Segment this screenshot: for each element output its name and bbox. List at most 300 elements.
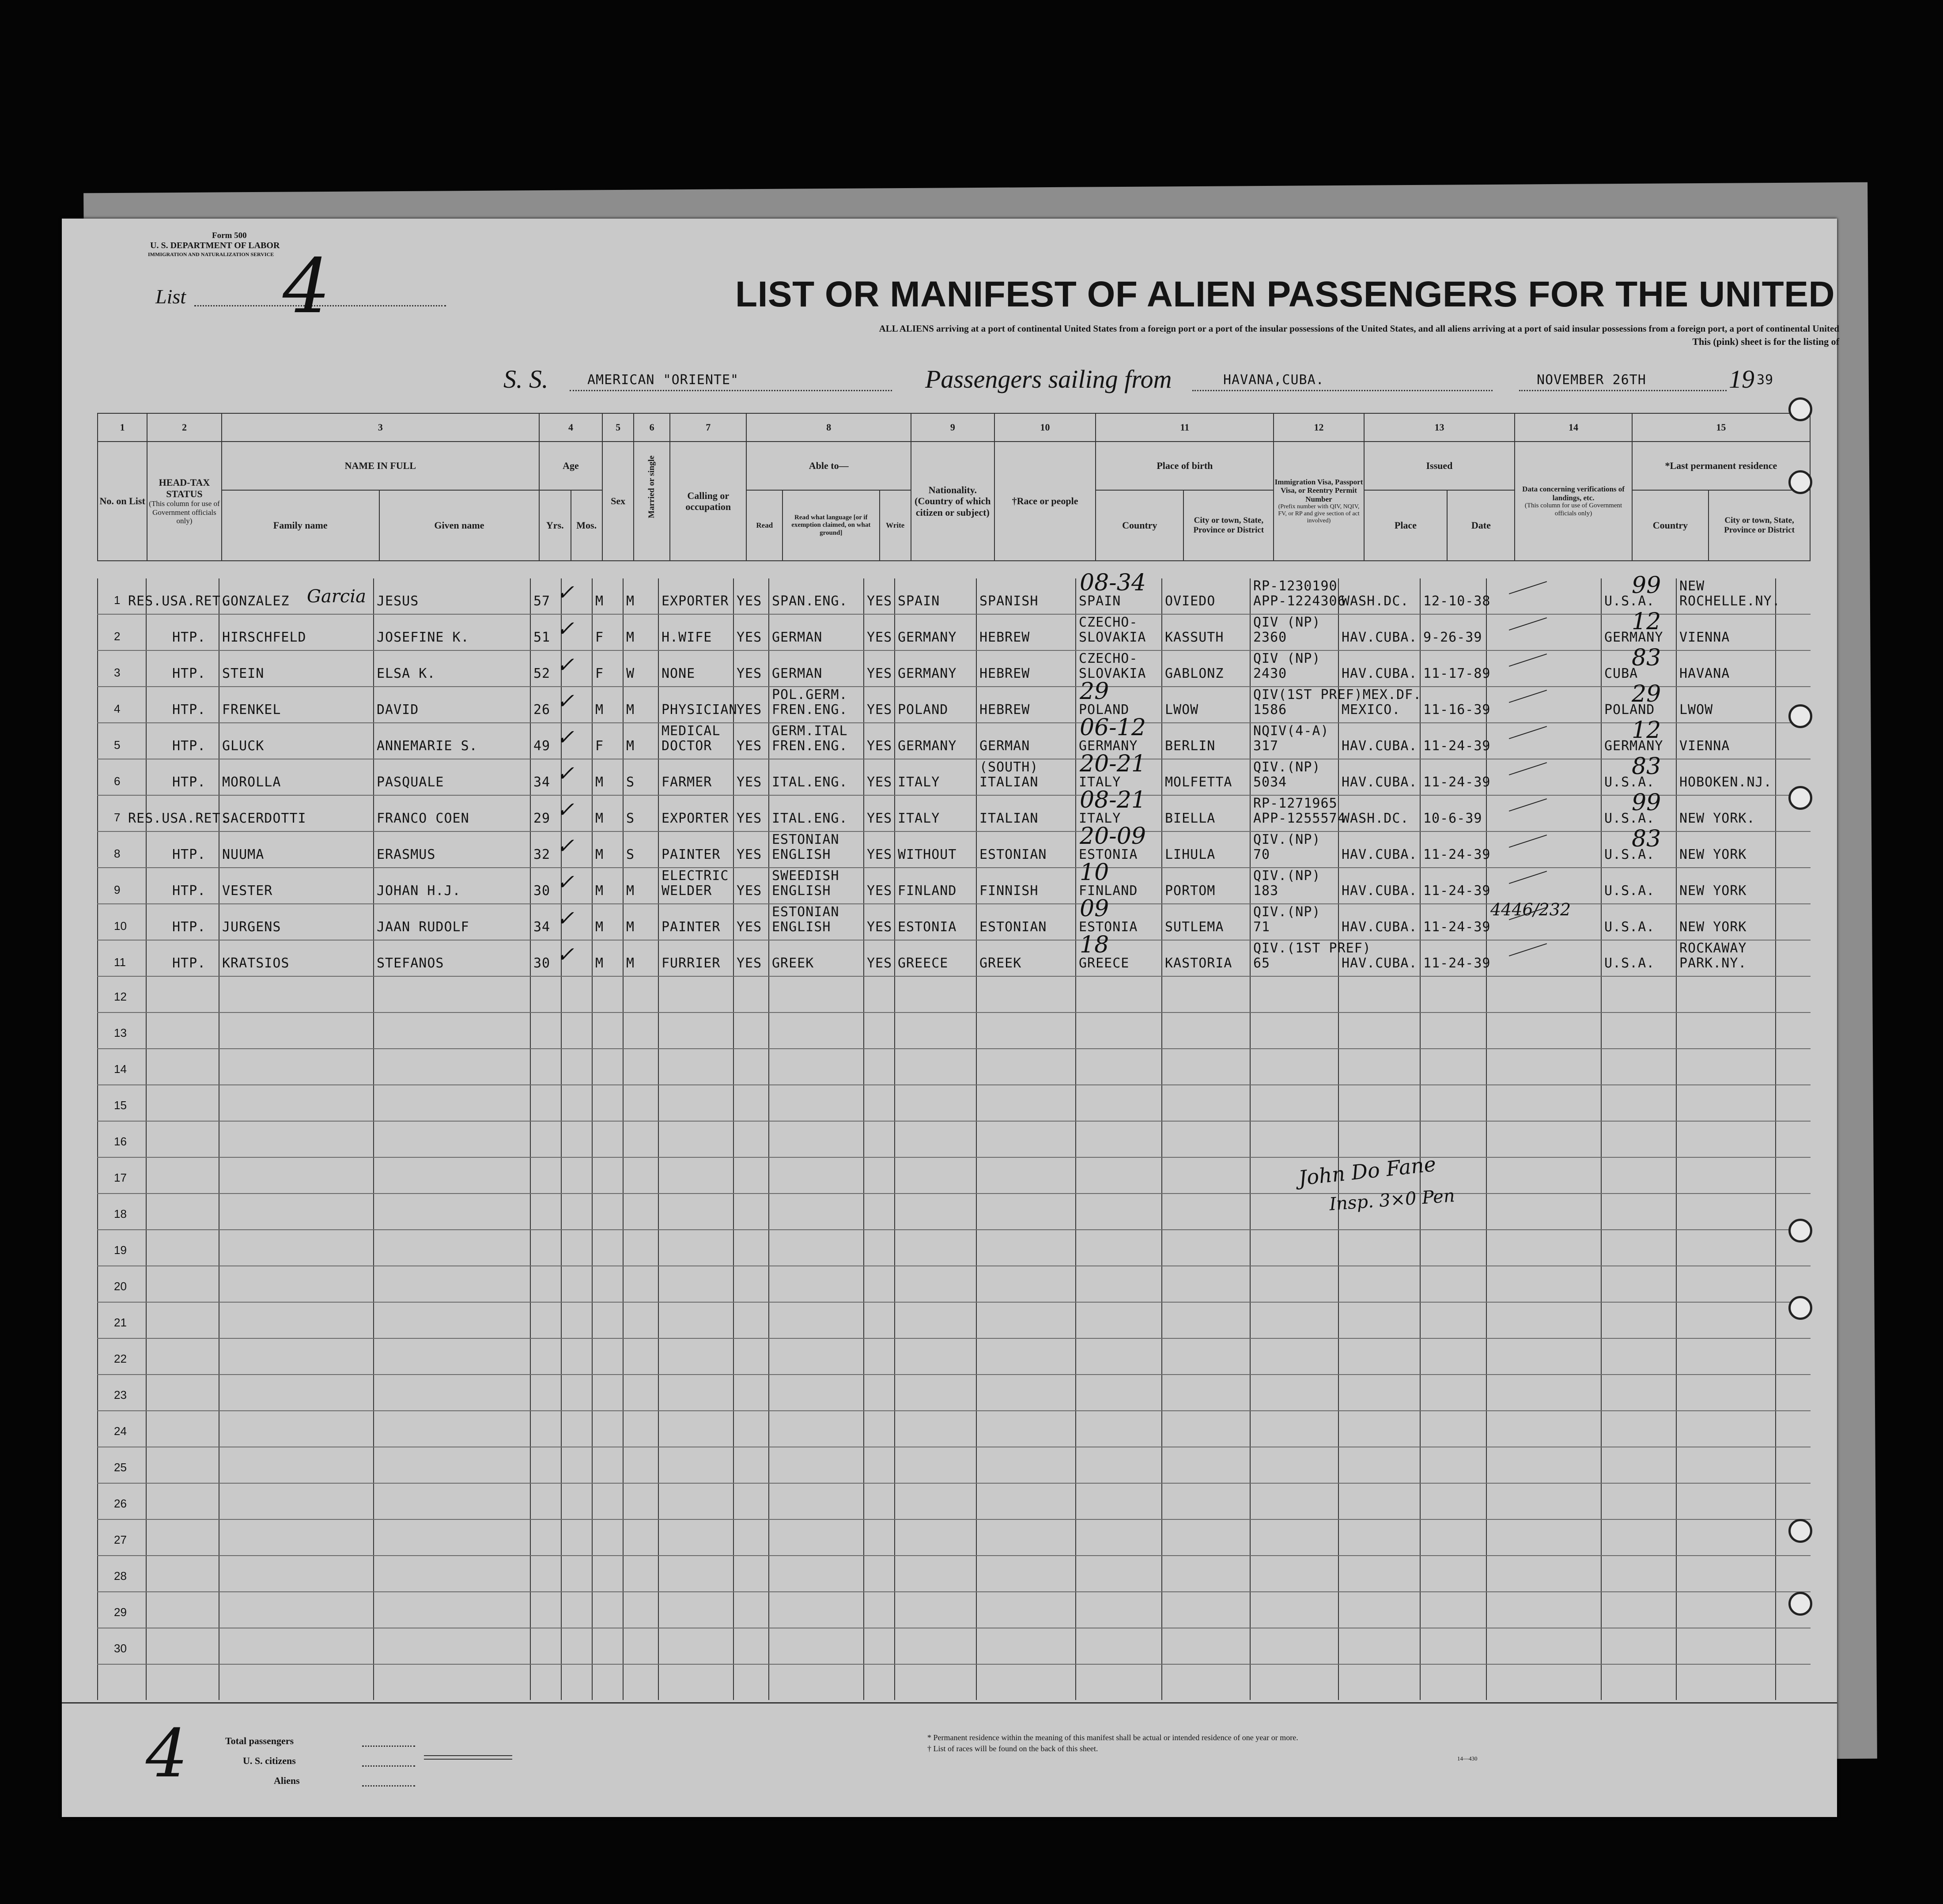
check-mark-icon: ✓	[556, 797, 575, 822]
cell-occ: FARMER	[662, 774, 712, 790]
cell-no: 2	[114, 630, 121, 643]
cell-family: FRENKEL	[222, 702, 281, 718]
cell-read: YES	[737, 883, 762, 899]
table-row	[97, 1085, 1811, 1122]
colnum-7: 7	[670, 413, 746, 442]
cell-family: STEIN	[222, 666, 265, 681]
check-mark-icon: ✓	[556, 942, 575, 967]
cell-b-country: GREECE	[1079, 956, 1130, 971]
cell-lang-top: ESTONIAN	[772, 832, 839, 847]
cell-ms: M	[626, 883, 635, 899]
cell-read: YES	[737, 956, 762, 971]
cell-i-place: HAV.CUBA.	[1342, 919, 1418, 935]
table-row	[97, 1013, 1811, 1049]
cell-ms: M	[626, 630, 635, 645]
cell-occ-top: MEDICAL	[662, 723, 721, 739]
cell-occ: WELDER	[662, 883, 712, 899]
cell-occ: DOCTOR	[662, 738, 712, 754]
cell-r-city: NEW YORK	[1679, 847, 1747, 862]
cell-i-date: 11-24-39	[1423, 919, 1491, 935]
cell-occ: PHYSICIAN	[662, 702, 737, 718]
cell-write: YES	[867, 774, 892, 790]
cell-i-place: HAV.CUBA.	[1342, 847, 1418, 862]
header-verif: Data concerning verifications of landings, etc. (This column for use of Government officials only)	[1515, 442, 1632, 561]
cell-race: GREEK	[979, 956, 1022, 971]
cell-race: GERMAN	[979, 738, 1030, 754]
cell-visa: 2360	[1253, 630, 1287, 645]
check-mark-icon: ✓	[556, 616, 575, 641]
colnum-13: 13	[1364, 413, 1515, 442]
cell-given: DAVID	[377, 702, 419, 718]
cell-i-date: 10-6-39	[1423, 811, 1482, 826]
cell-b-country: FINLAND	[1079, 883, 1138, 899]
colnum-9: 9	[911, 413, 994, 442]
year-suffix: 39	[1757, 372, 1774, 388]
header-issued-place: Place	[1364, 490, 1448, 561]
cell-sex: F	[595, 630, 604, 645]
cell-i-date: 12-10-38	[1423, 593, 1491, 609]
cell-visa: 65	[1253, 956, 1270, 971]
cell-lang: FREN.ENG.	[772, 738, 848, 754]
row-number: 17	[114, 1171, 127, 1184]
cell-visa: 5034	[1253, 774, 1287, 790]
cell-write: YES	[867, 666, 892, 681]
row-number: 24	[114, 1424, 127, 1438]
table-row	[97, 1303, 1811, 1339]
cell-ms: M	[626, 738, 635, 754]
list-number: 4	[283, 243, 331, 330]
table-row	[97, 787, 1811, 832]
colnum-2: 2	[147, 413, 221, 442]
cell-ms: S	[626, 811, 635, 826]
cell-ms: S	[626, 774, 635, 790]
cell-b-city: BERLIN	[1165, 738, 1216, 754]
verification-tick	[1509, 943, 1547, 956]
cell-b-city: OVIEDO	[1165, 593, 1216, 609]
cell-sex: M	[595, 919, 604, 935]
header-read: Read	[746, 490, 782, 561]
cell-occ: PAINTER	[662, 919, 721, 935]
cell-visa-top: QIV(1ST PREF)MEX.DF.	[1253, 687, 1422, 703]
cell-lang-top: POL.GERM.	[772, 687, 848, 703]
header-nationality: Nationality. (Country of which citizen or subject)	[911, 442, 994, 561]
handwritten-birth-code: 06-12	[1080, 714, 1146, 741]
cell-i-place: HAV.CUBA.	[1342, 774, 1418, 790]
cell-given: ERASMUS	[377, 847, 436, 862]
cell-family: KRATSIOS	[222, 956, 290, 971]
cell-ms: M	[626, 919, 635, 935]
row-number: 13	[114, 1026, 127, 1039]
cell-sex: M	[595, 811, 604, 826]
table-row	[97, 932, 1811, 977]
table-row	[97, 1339, 1811, 1375]
cell-read: YES	[737, 630, 762, 645]
cell-race: ESTONIAN	[979, 847, 1047, 862]
cell-b-country: ESTONIA	[1079, 919, 1138, 935]
cell-b-country: SPAIN	[1079, 593, 1121, 609]
header-no: No. on List	[98, 442, 147, 561]
header-birth-city: City or town, State, Province or District	[1183, 490, 1274, 561]
header-read-lang: Read what language [or if exemption claimed, on what ground]	[782, 490, 879, 561]
cell-nat: GREECE	[898, 956, 949, 971]
table-row	[97, 1230, 1811, 1266]
cell-i-date: 11-16-39	[1423, 702, 1491, 718]
cell-write: YES	[867, 630, 892, 645]
cell-i-date: 11-24-39	[1423, 847, 1491, 862]
table-row	[97, 977, 1811, 1013]
binder-hole	[1788, 1296, 1812, 1320]
cell-family: GLUCK	[222, 738, 265, 754]
cell-i-date: 11-24-39	[1423, 956, 1491, 971]
cell-no: 7	[114, 811, 121, 824]
cell-write: YES	[867, 702, 892, 718]
cell-nat: GERMANY	[898, 666, 957, 681]
cell-visa: 71	[1253, 919, 1270, 935]
handwritten-birth-code: 08-21	[1080, 787, 1146, 813]
cell-write: YES	[867, 593, 892, 609]
cell-lang: ITAL.ENG.	[772, 811, 848, 826]
header-birth-country: Country	[1096, 490, 1183, 561]
inspector-signature-2: Insp. 3×0 Pen	[1328, 1186, 1456, 1215]
cell-occ: EXPORTER	[662, 811, 729, 826]
cell-i-date: 11-17-89	[1423, 666, 1491, 681]
check-mark-icon: ✓	[556, 580, 575, 605]
cell-ms: M	[626, 702, 635, 718]
cell-r-country: U.S.A.	[1604, 774, 1655, 790]
colnum-12: 12	[1274, 413, 1364, 442]
footnote-residence: * Permanent residence within the meaning of this manifest shall be actual or intended residence of one year or more.	[927, 1733, 1298, 1742]
cell-lang: GREEK	[772, 956, 814, 971]
verification-tick	[1509, 690, 1547, 703]
cell-write: YES	[867, 738, 892, 754]
header-calling: Calling or occupation	[670, 442, 746, 561]
total-handwritten: 4	[146, 1715, 188, 1792]
table-row	[97, 1628, 1811, 1665]
cell-sex: M	[595, 847, 604, 862]
cell-visa: 1586	[1253, 702, 1287, 718]
cell-visa-top: QIV.(NP)	[1253, 759, 1321, 775]
cell-tax: HTP.	[172, 774, 206, 790]
binder-hole	[1788, 1519, 1812, 1543]
cell-i-date: 11-24-39	[1423, 774, 1491, 790]
departure-port: HAVANA,CUBA.	[1223, 372, 1324, 388]
cell-read: YES	[737, 811, 762, 826]
cell-b-city: SUTLEMA	[1165, 919, 1224, 935]
cell-sex: M	[595, 593, 604, 609]
departure-date: NOVEMBER 26TH	[1537, 372, 1646, 388]
header-visa: Immigration Visa, Passport Visa, or Reentry Permit Number (Prefix number with QIV, NQIV, FV, or RP and give section of act involved)	[1274, 442, 1364, 561]
row-number: 27	[114, 1533, 127, 1546]
check-mark-icon: ✓	[556, 761, 575, 786]
header-issued: Issued	[1364, 442, 1515, 490]
check-mark-icon: ✓	[556, 870, 575, 895]
cell-visa: 183	[1253, 883, 1279, 899]
passenger-table	[97, 570, 1811, 1665]
footnote-races: † List of races will be found on the back of this sheet.	[927, 1744, 1098, 1753]
form-number: Form 500	[212, 231, 247, 240]
cell-family: VESTER	[222, 883, 273, 899]
header-married: Married or single	[634, 442, 670, 561]
cell-sex: F	[595, 666, 604, 681]
header-given: Given name	[379, 490, 539, 561]
table-row	[97, 645, 1811, 687]
cell-r-country: CUBA	[1604, 666, 1638, 681]
cell-b-country: SLOVAKIA	[1079, 666, 1146, 681]
handwritten-birth-code: 18	[1080, 932, 1109, 958]
cell-yrs: 32	[533, 847, 551, 862]
check-mark-icon: ✓	[556, 725, 575, 750]
cell-nat: GERMANY	[898, 738, 957, 754]
cell-occ: NONE	[662, 666, 696, 681]
cell-b-country: ESTONIA	[1079, 847, 1138, 862]
row-number: 21	[114, 1316, 127, 1329]
cell-ms: M	[626, 593, 635, 609]
table-row	[97, 1266, 1811, 1303]
table-row	[97, 1194, 1811, 1230]
cell-visa-top: QIV.(NP)	[1253, 832, 1321, 847]
cell-read: YES	[737, 593, 762, 609]
row-number: 28	[114, 1569, 127, 1583]
cell-race: HEBREW	[979, 666, 1030, 681]
cell-ms: W	[626, 666, 635, 681]
check-mark-icon: ✓	[556, 689, 575, 714]
header-able: Able to—	[746, 442, 911, 490]
cell-b-country: ITALY	[1079, 774, 1121, 790]
cell-r-country: U.S.A.	[1604, 847, 1655, 862]
ss-label: S. S.	[503, 365, 548, 393]
cell-i-date: 11-24-39	[1423, 883, 1491, 899]
cell-i-place: HAV.CUBA.	[1342, 738, 1418, 754]
cell-race: HEBREW	[979, 630, 1030, 645]
cell-i-place: WASH.DC.	[1342, 593, 1409, 609]
cell-lang: GERMAN	[772, 666, 823, 681]
cell-visa-top: QIV.(NP)	[1253, 904, 1321, 920]
handwritten-birth-code: 08-34	[1080, 570, 1146, 596]
cell-family: JURGENS	[222, 919, 281, 935]
check-mark-icon: ✓	[556, 653, 575, 677]
cell-r-country: U.S.A.	[1604, 883, 1655, 899]
cell-read: YES	[737, 738, 762, 754]
cell-write: YES	[867, 847, 892, 862]
binder-hole	[1788, 704, 1812, 728]
table-row	[97, 1158, 1811, 1194]
cell-tax: HTP.	[172, 956, 206, 971]
colnum-3: 3	[222, 413, 539, 442]
cell-given: JOHAN H.J.	[377, 883, 461, 899]
cell-nat: FINLAND	[898, 883, 957, 899]
cell-tax: HTP.	[172, 630, 206, 645]
year-prefix: 19	[1729, 365, 1754, 393]
header-race: †Race or people	[994, 442, 1096, 561]
row-number: 23	[114, 1388, 127, 1402]
handwritten-birth-code: 20-21	[1080, 751, 1146, 777]
verification-tick	[1509, 726, 1547, 739]
cell-visa-top: QIV (NP)	[1253, 615, 1321, 630]
cell-b-country: GERMANY	[1079, 738, 1138, 754]
verification-tick	[1509, 798, 1547, 812]
verification-tick	[1509, 617, 1547, 631]
cell-read: YES	[737, 847, 762, 862]
verification-tick	[1509, 581, 1547, 594]
cell-no: 4	[114, 702, 121, 715]
row-number: 25	[114, 1461, 127, 1474]
header-birth: Place of birth	[1096, 442, 1274, 490]
cell-tax: RES.USA.RET.	[128, 811, 229, 826]
cell-tax: HTP.	[172, 883, 206, 899]
cell-b-city: KASSUTH	[1165, 630, 1224, 645]
cell-yrs: 30	[533, 956, 551, 971]
cell-occ: EXPORTER	[662, 593, 729, 609]
header-write: Write	[880, 490, 911, 561]
cell-visa-top: QIV (NP)	[1253, 651, 1321, 666]
cell-write: YES	[867, 883, 892, 899]
cell-yrs: 51	[533, 630, 551, 645]
header-issued-date: Date	[1447, 490, 1515, 561]
table-row	[97, 1484, 1811, 1520]
check-mark-icon: ✓	[556, 834, 575, 858]
table-row	[97, 1411, 1811, 1447]
cell-r-city: NEW YORK.	[1679, 811, 1755, 826]
cell-given: ELSA K.	[377, 666, 436, 681]
cell-tax: RES.USA.RET.	[128, 593, 229, 609]
cell-read: YES	[737, 774, 762, 790]
cell-lang: ENGLISH	[772, 847, 831, 862]
cell-r-country: U.S.A.	[1604, 956, 1655, 971]
handwritten-residence-code: 99	[1632, 572, 1661, 599]
cell-r-city: ROCHELLE.NY.	[1679, 593, 1780, 609]
handwritten-residence-code: 83	[1632, 753, 1661, 780]
table-row	[97, 678, 1811, 723]
cell-no: 1	[114, 593, 121, 607]
list-label: List	[155, 285, 186, 308]
cell-occ: FURRIER	[662, 956, 721, 971]
cell-b-country: POLAND	[1079, 702, 1130, 718]
cell-sex: M	[595, 956, 604, 971]
cell-b-country-top: CZECHO-	[1079, 615, 1138, 630]
cell-yrs: 30	[533, 883, 551, 899]
cell-nat: SPAIN	[898, 593, 940, 609]
cell-visa: 317	[1253, 738, 1279, 754]
cell-read: YES	[737, 702, 762, 718]
colnum-15: 15	[1632, 413, 1810, 442]
cell-lang: ITAL.ENG.	[772, 774, 848, 790]
table-row	[97, 608, 1811, 651]
handwritten-birth-code: 20-09	[1080, 823, 1146, 850]
verification-tick	[1509, 762, 1547, 775]
handwritten-birth-code: 10	[1080, 859, 1109, 886]
ship-row	[62, 364, 1837, 395]
cell-write: YES	[867, 811, 892, 826]
cell-i-place: HAV.CUBA.	[1342, 666, 1418, 681]
header-res-city: City or town, State, Province or District	[1709, 490, 1810, 561]
cell-tax: HTP.	[172, 702, 206, 718]
table-row	[97, 1592, 1811, 1628]
row-number: 16	[114, 1135, 127, 1148]
row-number: 22	[114, 1352, 127, 1365]
subtitle: ALL ALIENS arriving at a port of continental United States from a foreign port or a port of the insular possessions of the United States, and all aliens arriving at a port of said insular possessions from a foreign port, a port of continental United This (pink) sheet is for the listing of	[879, 323, 1839, 347]
cell-b-city: LIHULA	[1165, 847, 1216, 862]
cell-r-city-top: NEW	[1679, 578, 1705, 594]
cell-b-city: GABLONZ	[1165, 666, 1224, 681]
cell-occ: PAINTER	[662, 847, 721, 862]
cell-visa-top: RP-1271965	[1253, 796, 1338, 811]
cell-yrs: 26	[533, 702, 551, 718]
header-sex: Sex	[602, 442, 634, 561]
table-row	[97, 895, 1811, 941]
cell-r-city: VIENNA	[1679, 738, 1730, 754]
ship-name: AMERICAN "ORIENTE"	[587, 372, 739, 388]
cell-nat: ESTONIA	[898, 919, 957, 935]
cell-r-city: NEW YORK	[1679, 919, 1747, 935]
binder-hole	[1788, 1219, 1812, 1243]
cell-visa-top: QIV.(NP)	[1253, 868, 1321, 884]
row-number: 30	[114, 1642, 127, 1655]
table-row	[97, 859, 1811, 904]
cell-race: ITALIAN	[979, 811, 1039, 826]
cell-visa-top: NQIV(4-A)	[1253, 723, 1329, 739]
colnum-10: 10	[994, 413, 1096, 442]
cell-i-place: HAV.CUBA.	[1342, 883, 1418, 899]
table-row	[97, 1556, 1811, 1592]
header-mos: Mos.	[571, 490, 602, 561]
cell-r-city: HOBOKEN.NJ.	[1679, 774, 1772, 790]
cell-tax: HTP.	[172, 738, 206, 754]
cell-b-city: BIELLA	[1165, 811, 1216, 826]
cell-no: 6	[114, 774, 121, 788]
inspector-signature: John Do Fane	[1297, 1152, 1437, 1190]
row-number: 14	[114, 1062, 127, 1076]
cell-visa: APP-1255574	[1253, 811, 1346, 826]
cell-b-city: MOLFETTA	[1165, 774, 1232, 790]
cell-no: 10	[114, 919, 127, 933]
cell-visa-top: QIV.(1ST PREF)	[1253, 941, 1371, 956]
cell-sex: F	[595, 738, 604, 754]
colnum-6: 6	[634, 413, 670, 442]
table-row	[97, 1049, 1811, 1085]
cell-tax: HTP.	[172, 847, 206, 862]
cell-r-city: LWOW	[1679, 702, 1713, 718]
cell-given: FRANCO COEN	[377, 811, 469, 826]
cell-write: YES	[867, 919, 892, 935]
cell-yrs: 49	[533, 738, 551, 754]
header-head-tax: HEAD-TAX STATUS (This column for use of Government officials only)	[147, 442, 221, 561]
cell-lang-top: ESTONIAN	[772, 904, 839, 920]
cell-b-country: ITALY	[1079, 811, 1121, 826]
cell-yrs: 57	[533, 593, 551, 609]
header-res-country: Country	[1632, 490, 1709, 561]
table-row	[97, 570, 1811, 615]
cell-lang: ENGLISH	[772, 919, 831, 935]
cell-race: HEBREW	[979, 702, 1030, 718]
handwritten-residence-code: 12	[1632, 608, 1661, 635]
cell-r-country: POLAND	[1604, 702, 1655, 718]
row-number: 19	[114, 1243, 127, 1257]
cell-i-place: HAV.CUBA.	[1342, 630, 1418, 645]
cell-nat: ITALY	[898, 811, 940, 826]
cell-family: HIRSCHFELD	[222, 630, 306, 645]
cell-i-place: MEXICO.	[1342, 702, 1401, 718]
handwritten-residence-code: 83	[1632, 826, 1661, 852]
header-age: Age	[539, 442, 602, 490]
colnum-1: 1	[98, 413, 147, 442]
row-number: 18	[114, 1207, 127, 1220]
cell-ms: M	[626, 956, 635, 971]
cell-race: ESTONIAN	[979, 919, 1047, 935]
page-title: LIST OR MANIFEST OF ALIEN PASSENGERS FOR THE UNITED	[735, 274, 1835, 314]
cell-read: YES	[737, 666, 762, 681]
cell-yrs: 29	[533, 811, 551, 826]
cell-tax: HTP.	[172, 666, 206, 681]
